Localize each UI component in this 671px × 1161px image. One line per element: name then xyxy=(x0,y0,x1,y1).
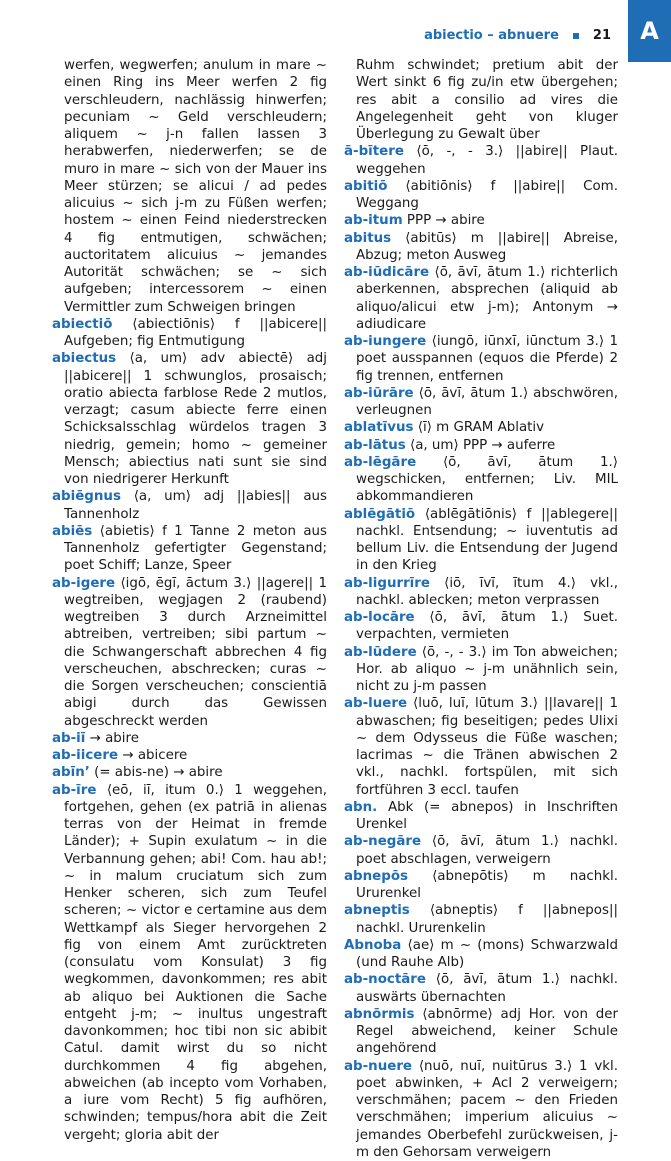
entry-definition: ⟨ō, āvī, ātum 1.⟩ wegschicken, entfernen; Liv. MIL abkommandieren xyxy=(356,455,618,505)
entry-definition: ⟨ī⟩ m GRAM Ablativ xyxy=(418,420,544,435)
entry-headword: ab-luere xyxy=(344,696,407,711)
right-column xyxy=(344,57,618,1161)
dictionary-entry xyxy=(344,937,618,972)
entry-headword: ā-bītere xyxy=(344,144,404,159)
entry-definition: ⟨abiectiōnis⟩ f ||abicere|| Aufgeben; fig Entmutigung xyxy=(64,317,327,349)
entry-headword: ab-nuere xyxy=(344,1059,412,1074)
entry-definition: → abire xyxy=(90,731,139,746)
entry-headword: ab-iicere xyxy=(52,748,118,763)
entry-definition: ⟨abietis⟩ f 1 Tanne 2 meton aus Tannenholz gefertigter Gegenstand; poet Schiff; Lanze, Speer xyxy=(64,524,327,574)
entry-definition: ⟨ō, -, - 3.⟩ im Ton abweichen; Hor. ab aliquo ~ j-m unähnlich sein, nicht zu j-m passen xyxy=(356,645,618,695)
dictionary-entry xyxy=(344,868,618,903)
entry-definition: ⟨abneptis⟩ f ||abnepos|| nachkl. Ururenkelin xyxy=(356,903,618,935)
entry-definition: Ruhm schwindet; pretium abit der Wert sinkt 6 fig zu/in etw übergehen; res abit a consilio ad vires die Angelegenheit geht von kluger Überlegung zu Gewalt über xyxy=(356,58,618,142)
entry-headword: ab-ligurrīre xyxy=(344,576,430,591)
section-letter-tab xyxy=(628,0,671,62)
dictionary-entry xyxy=(52,488,327,523)
entry-headword: abiectiō xyxy=(52,317,112,332)
dictionary-entry xyxy=(52,57,327,316)
entry-definition: ⟨ō, āvī, ātum 1.⟩ nachkl. poet abschlagen, verweigern xyxy=(356,834,618,866)
entry-definition: ⟨nuō, nuī, nuitūrus 3.⟩ 1 vkl. poet abwinken, + AcI 2 verweigern; verschmähen; pacem ~ den Frieden verschmähen; imperium alicuius ~ jemandes Oberbefehl zurückweisen, j-m den Gehorsam verweigern xyxy=(356,1059,618,1160)
entry-headword: ab-iūrāre xyxy=(344,386,414,401)
entry-headword: ab-īre xyxy=(52,783,96,798)
dictionary-entry xyxy=(344,385,618,420)
entry-headword: abn. xyxy=(344,800,377,815)
entry-definition: PPP → abire xyxy=(407,213,485,228)
entry-headword: ab-lūdere xyxy=(344,645,417,660)
entry-headword: ab-iūdicāre xyxy=(344,265,429,280)
left-column xyxy=(52,57,327,1144)
dictionary-entry xyxy=(344,609,618,644)
entry-headword: abīn’ xyxy=(52,765,90,780)
dictionary-entry xyxy=(52,350,327,488)
dictionary-entry xyxy=(344,437,618,454)
dictionary-entry xyxy=(344,799,618,834)
dictionary-entry xyxy=(344,1058,618,1161)
entry-definition: ⟨abitūs⟩ m ||abire|| Abreise, Abzug; meton Ausweg xyxy=(356,231,618,263)
running-head xyxy=(424,28,611,43)
dictionary-entry xyxy=(52,575,327,730)
dictionary-entry xyxy=(52,730,327,747)
dictionary-entry xyxy=(344,178,618,213)
entry-headword: ablēgātiō xyxy=(344,507,415,522)
dictionary-entry xyxy=(52,316,327,351)
entry-headword: ab-igere xyxy=(52,576,115,591)
entry-definition: (= abis-ne) → abire xyxy=(94,765,223,780)
entry-definition: ⟨ō, āvī, ātum 1.⟩ nachkl. auswärts übernachten xyxy=(356,972,618,1004)
entry-definition: ⟨a, um⟩ PPP → auferre xyxy=(410,438,555,453)
entry-headword: abnōrmis xyxy=(344,1007,414,1022)
entry-definition: ⟨ō, āvī, ātum 1.⟩ abschwören, verleugnen xyxy=(356,386,618,418)
dictionary-entry xyxy=(52,523,327,575)
entry-definition: ⟨a, um⟩ adv abiectē⟩ adj ||abicere|| 1 schwunglos, prosaisch; oratio abiecta farblose Rede 2 mutlos, verzagt; casum abiecte ferre einen Schicksalsschlag würdelos tragen 3 niedrig, gemein; homo ~ gemeiner Mensch; abiectius nati sunt sie sind von niedrigerer Herkunft xyxy=(64,351,327,487)
entry-definition: ⟨ō, āvī, ātum 1.⟩ Suet. verpachten, vermieten xyxy=(356,610,618,642)
dictionary-entry xyxy=(52,764,327,781)
dictionary-entry xyxy=(344,454,618,506)
entry-definition: ⟨abnepōtis⟩ m nachkl. Ururenkel xyxy=(356,869,618,901)
entry-headword: ab-noctāre xyxy=(344,972,426,987)
entry-definition: ⟨ō, āvī, ātum 1.⟩ richterlich aberkennen, absprechen (aliquid ab aliquo/alicui etw j-m); Antonym → adiudicare xyxy=(356,265,618,332)
dictionary-entry xyxy=(344,230,618,265)
dictionary-entry xyxy=(344,644,618,696)
entry-headword: abneptis xyxy=(344,903,410,918)
entry-definition: ⟨abnōrme⟩ adj Hor. von der Regel abweichend, keiner Schule angehörend xyxy=(356,1007,618,1057)
dictionary-entry xyxy=(344,506,618,575)
entry-definition: Abk (= abnepos) in Inschriften Urenkel xyxy=(356,800,618,832)
entry-headword: abitiō xyxy=(344,179,387,194)
dictionary-entry xyxy=(344,1006,618,1058)
entry-headword: ab-iungere xyxy=(344,334,426,349)
entry-definition: ⟨luō, luī, lūtum 3.⟩ ||lavare|| 1 abwaschen; fig beseitigen; pedes Ulixi ~ dem Odysseus die Füße waschen; lacrimas ~ die Tränen abwischen 2 vkl., nachkl. fortspülen, mit sich fortführen 3 eccl. taufen xyxy=(356,696,618,797)
dictionary-entry xyxy=(52,782,327,1144)
entry-definition: ⟨ablēgātiōnis⟩ f ||ablegere|| nachkl. Entsendung; ~ iuventutis ad bellum Liv. die Entsendung der Jugend in den Krieg xyxy=(356,507,618,574)
dictionary-entry xyxy=(344,143,618,178)
dictionary-entry xyxy=(52,747,327,764)
dictionary-entry xyxy=(344,833,618,868)
entry-definition: ⟨a, um⟩ adj ||abies|| aus Tannenholz xyxy=(64,489,327,521)
section-letter: A xyxy=(640,17,659,45)
entry-headword: ab-lātus xyxy=(344,438,406,453)
dictionary-entry xyxy=(344,971,618,1006)
entry-definition: → abicere xyxy=(122,748,187,763)
entry-definition: ⟨iō, īvī, ītum 4.⟩ vkl., nachkl. ablecken; meton verprassen xyxy=(356,576,618,608)
dictionary-entry xyxy=(344,575,618,610)
entry-headword: abnepōs xyxy=(344,869,408,884)
running-head-range: abiectio – abnuere xyxy=(424,28,559,43)
entry-definition: ⟨abitiōnis⟩ f ||abire|| Com. Weggang xyxy=(356,179,618,211)
dictionary-entry xyxy=(344,57,618,143)
dictionary-entry xyxy=(344,419,618,436)
entry-headword: Abnoba xyxy=(344,938,401,953)
entry-definition: ⟨ae⟩ m ~ (mons) Schwarzwald (und Rauhe Alb) xyxy=(356,938,618,970)
entry-headword: ab-itum xyxy=(344,213,403,228)
entry-headword: ablatīvus xyxy=(344,420,413,435)
entry-definition: ⟨eō, iī, itum 0.⟩ 1 weggehen, fortgehen, gehen (ex patriā in alienas terras von der Heimat in fremde Länder); + Supin exulatum ~ in die Verbannung gehen; abi! Com. hau ab!; ~ in malum cruciatum sich zum Henker scheren, sich zum Teufel scheren; ~ victor e certamine aus dem Wettkampf als Sieger hervorgehen 2 fig von einem Amt zurücktreten (consulatu vom Konsulat) 3 fig wegkommen, davonkommen; res abit ab aliquo bei Auktionen die Sache entgeht j-m; ~ inultus ungestraft davonkommen; hoc tibi non sic abibit Catul. damit wirst du so nicht durchkommen 4 fig abgehen, abweichen (ab incepto vom Vorhaben, a iure vom Recht) 5 fig aufhören, schwinden; tempus/hora abit die Zeit vergeht; gloria abit der xyxy=(64,783,327,1143)
dictionary-entry xyxy=(344,695,618,799)
dictionary-entry xyxy=(344,902,618,937)
dictionary-entry xyxy=(344,333,618,385)
entry-headword: ab-negāre xyxy=(344,834,421,849)
page-number: 21 xyxy=(593,28,611,43)
entry-definition: ⟨iungō, iūnxī, iūnctum 3.⟩ 1 poet ausspannen (equos die Pferde) 2 fig trennen, entfernen xyxy=(356,334,618,384)
dictionary-entry xyxy=(344,264,618,333)
entry-headword: abiectus xyxy=(52,351,116,366)
entry-headword: abiēgnus xyxy=(52,489,121,504)
separator-square-icon xyxy=(573,33,579,39)
entry-definition: ⟨igō, ēgī, āctum 3.⟩ ||agere|| 1 wegtreiben, wegjagen 2 (raubend) wegtreiben 3 durch Arzneimittel abtreiben, vertreiben; sibi partum ~ die Schwangerschaft abbrechen 4 fig verscheuchen, abschrecken; curas ~ die Sorgen verscheuchen; conscientiā abigi durch das Gewissen abgeschreckt werden xyxy=(64,576,327,729)
entry-headword: ab-lēgāre xyxy=(344,455,416,470)
entry-definition: werfen, wegwerfen; anulum in mare ~ einen Ring ins Meer werfen 2 fig verschleudern, nachlässig hinwerfen; pecuniam ~ Geld verschleudern; aliquem ~ j-n fallen lassen 3 herabwerfen, niederwerfen; se de muro in mare ~ sich von der Mauer ins Meer stürzen; se alicui / ad pedes alicuius ~ sich j-m zu Füßen werfen; hostem ~ einen Feind niederstrecken 4 fig entmutigen, schwächen; auctoritatem alicuius ~ jemandes Autorität schwächen; se ~ sich aufgeben; intercessorem ~ einen Vermittler zum Schweigen bringen xyxy=(64,58,327,315)
entry-headword: abitus xyxy=(344,231,391,246)
entry-headword: ab-iī xyxy=(52,731,85,746)
entry-definition: ⟨ō, -, - 3.⟩ ||abire|| Plaut. weggehen xyxy=(356,144,618,176)
dictionary-entry xyxy=(344,212,618,229)
entry-headword: ab-locāre xyxy=(344,610,415,625)
entry-headword: abiēs xyxy=(52,524,92,539)
